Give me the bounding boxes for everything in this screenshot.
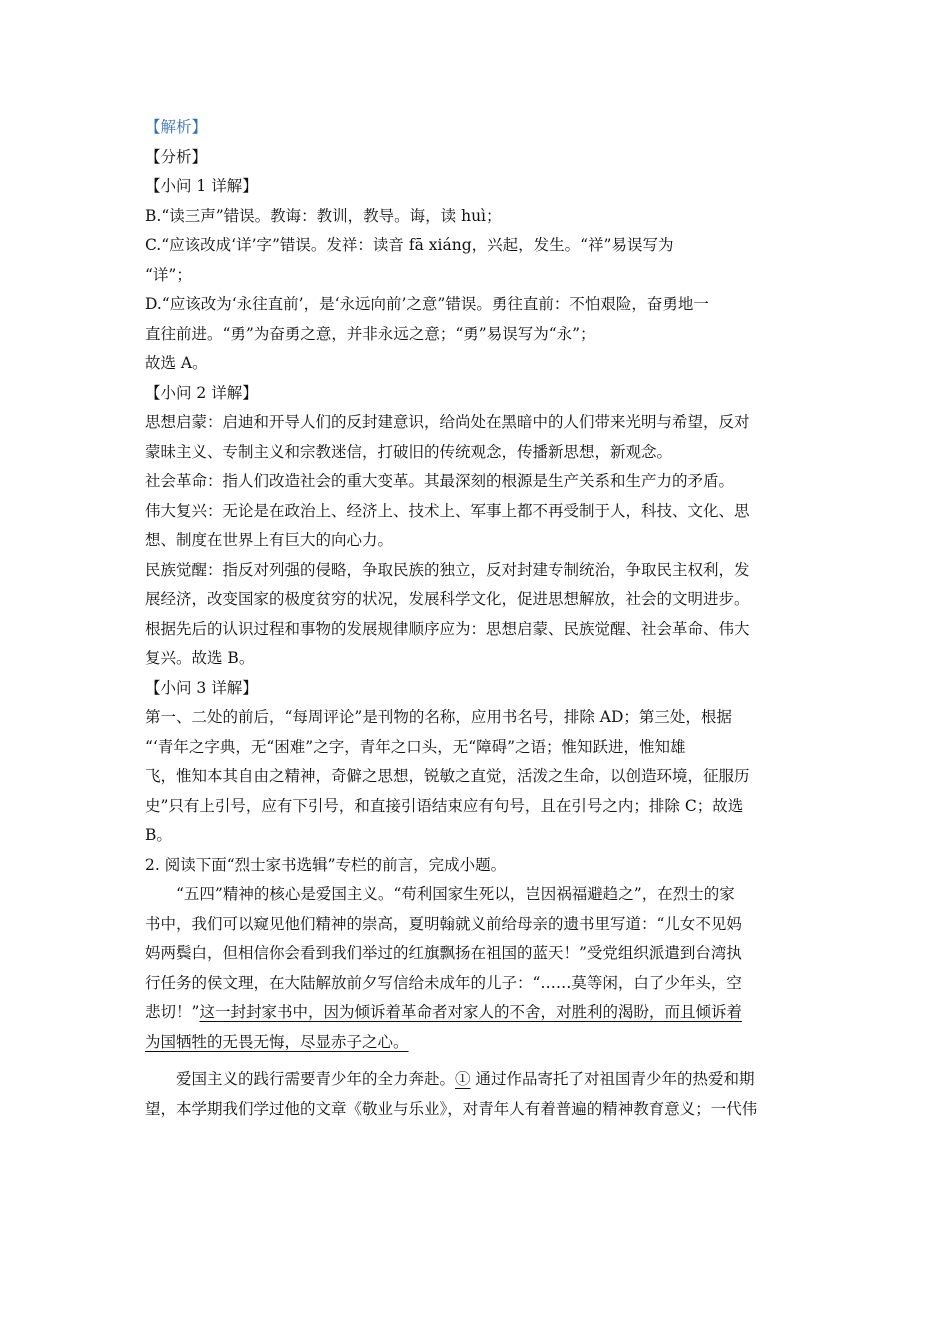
q2-awakening-line2: 展经济，改变国家的极度贫穷的状况，发展科学文化，促进思想解放，社会的文明进步。	[145, 590, 750, 608]
q3-line5: B。	[145, 826, 172, 844]
passage-line5-lead: 悲切！”	[145, 1003, 200, 1021]
passage-line3: 妈两鬓白，但相信你会看到我们举过的红旗飘扬在祖国的蓝天！”受党组织派遣到台湾执	[145, 944, 742, 962]
q2-order-line2: 复兴。故选 B。	[145, 649, 255, 667]
q1-heading: 【小问 1 详解】	[145, 177, 258, 195]
underlined-sentence-part2: 为国牺牲的无畏无悔，尽显赤子之心。	[145, 1032, 409, 1051]
q3-line3: 飞，惟知本其自由之精神，奇僻之思想，锐敏之直觉，活泼之生命，以创造环境，征服历	[145, 767, 750, 785]
paragraph-spacer	[145, 1057, 810, 1065]
passage2-line1-lead: 爱国主义的践行需要青少年的全力奔赴。	[176, 1070, 456, 1088]
passage-line2: 书中，我们可以窥见他们精神的崇高，夏明翰就义前给母亲的遗书里写道：“儿女不见妈	[145, 914, 742, 933]
passage-line5	[145, 998, 810, 1028]
q1-option-b: B.“读三声”错误。教诲：教训，教导。诲，读 huì；	[145, 206, 502, 225]
passage2-line2: 望，本学期我们学过他的文章《敬业与乐业》，对青年人有着普遍的精神教育意义；一代伟	[145, 1099, 758, 1118]
q2-enlightenment-line2: 蒙昧主义、专制主义和宗教迷信，打破旧的传统观念，传播新思想，新观念。	[145, 442, 673, 461]
q2-rejuvenation-line2: 想、制度在世界上有巨大的向心力。	[145, 531, 394, 549]
q1-option-d-line2: 直往前进。“勇”为奋勇之意，并非永远之意；“勇”易误写为“永”；	[145, 324, 596, 343]
q1-answer: 故选 A。	[145, 354, 208, 372]
q3-line1: 第一、二处的前后，“每周评论”是刊物的名称，应用书名号，排除 AD；第三处，根据	[145, 708, 732, 726]
q1-option-c-line1: C.“应该改成‘详’字”错误。发祥：读音 fā xiáng，兴起，发生。“祥”易误写为	[145, 236, 674, 254]
passage2-line1-rest: 通过作品寄托了对祖国青少年的热爱和期	[470, 1070, 755, 1088]
passage-line1: “五四”精神的核心是爱国主义。“苟利国家生死以，岂因祸福避趋之”，在烈士的家	[176, 885, 735, 903]
q3-line2: “‘青年之字典，无“困难”之字，青年之口头，无“障碍”之语；惟知跃进，惟知雄	[145, 737, 686, 756]
q2-heading: 【小问 2 详解】	[145, 383, 258, 402]
blank-marker-1: ①	[455, 1070, 471, 1088]
passage2-line1	[145, 1065, 810, 1095]
analysis-heading: 【解析】	[145, 118, 208, 136]
q3-line4: 史”只有上引号，应有下引号，和直接引语结束应有句号，且在引号之内；排除 C；故选	[145, 796, 744, 815]
q2-order-line1: 根据先后的认识过程和事物的发展规律顺序应为：思想启蒙、民族觉醒、社会革命、伟大	[145, 619, 750, 638]
underlined-sentence-part1: 这一封封家书中，因为倾诉着革命者对家人的不舍，对胜利的渴盼，而且倾诉着	[199, 1003, 742, 1021]
answer-analysis-text	[145, 113, 810, 1124]
question-2-intro: 2. 阅读下面“烈士家书选辑”专栏的前言，完成小题。	[145, 855, 507, 874]
q2-enlightenment-line1: 思想启蒙：启迪和开导人们的反封建意识，给尚处在黑暗中的人们带来光明与希望，反对	[145, 413, 750, 431]
q2-rejuvenation-line1: 伟大复兴：无论是在政治上、经济上、技术上、军事上都不再受制于人，科技、文化、思	[145, 501, 750, 520]
passage-line6	[145, 1028, 810, 1058]
fenxi-heading: 【分析】	[145, 147, 208, 166]
q2-revolution: 社会革命：指人们改造社会的重大变革。其最深刻的根源是生产关系和生产力的矛盾。	[145, 472, 735, 490]
q3-heading: 【小问 3 详解】	[145, 678, 258, 697]
q2-awakening-line1: 民族觉醒：指反对列强的侵略，争取民族的独立，反对封建专制统治，争取民主权利，发	[145, 560, 750, 579]
passage-line4: 行任务的侯文理，在大陆解放前夕写信给未成年的儿子：“……莫等闲，白了少年头，空	[145, 973, 742, 992]
q1-option-c-line2: “详”；	[145, 265, 192, 284]
q1-option-d-line1: D.“应该改为‘永往直前’，是‘永远向前’之意”错误。勇往直前：不怕艰险，奋勇地一	[145, 295, 709, 313]
